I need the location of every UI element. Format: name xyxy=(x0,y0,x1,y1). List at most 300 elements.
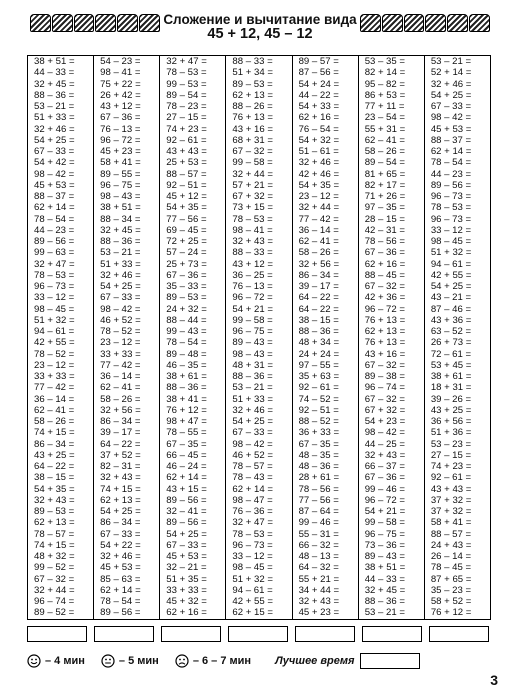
exercise-item: 82 – 31 = xyxy=(100,461,141,472)
exercise-item: 88 – 52 = xyxy=(298,416,339,427)
exercise-item: 55 + 31 = xyxy=(364,123,406,135)
exercise-item: 78 – 53 = xyxy=(232,213,273,225)
exercise-item: 43 + 16 = xyxy=(364,348,406,360)
exercise-item: 48 – 13 = xyxy=(298,551,339,562)
exercise-item: 76 + 12 = xyxy=(166,404,207,416)
exercise-item: 88 – 34 = xyxy=(100,213,141,225)
exercise-item: 23 – 12 = xyxy=(100,337,141,349)
exercise-item: 62 – 41 = xyxy=(34,404,75,416)
exercise-item: 53 + 45 = xyxy=(430,359,472,371)
exercise-item: 54 + 25 = xyxy=(100,506,141,517)
exercise-item: 51 + 32 = xyxy=(232,573,273,585)
time-box[interactable] xyxy=(362,626,422,642)
exercise-item: 32 + 44 = xyxy=(34,584,75,596)
exercise-item: 78 – 52 = xyxy=(34,348,75,360)
exercise-item: 98 – 47 = xyxy=(232,494,273,506)
exercise-item: 58 + 41 = xyxy=(100,157,141,169)
exercise-item: 53 – 23 = xyxy=(430,438,472,450)
exercise-item: 89 – 56 = xyxy=(166,494,207,506)
exercise-item: 89 – 54 = xyxy=(166,89,207,101)
exercise-item: 89 – 56 = xyxy=(100,607,141,619)
exercise-item: 32 + 44 = xyxy=(232,168,273,180)
exercise-item: 89 – 55 = xyxy=(100,168,141,180)
exercise-item: 32 + 45 = xyxy=(34,78,75,90)
exercise-item: 67 – 33 = xyxy=(166,539,207,551)
exercise-item: 45 + 53 = xyxy=(34,179,75,191)
exercise-item: 89 – 56 = xyxy=(166,517,207,529)
exercise-item: 43 + 12 = xyxy=(232,258,273,270)
exercise-item: 54 + 25 = xyxy=(430,281,472,292)
exercise-item: 88 – 44 = xyxy=(166,314,207,326)
legend xyxy=(27,653,489,669)
exercise-item: 43 – 21 = xyxy=(430,292,472,304)
exercise-item: 58 + 41 = xyxy=(430,517,472,529)
time-box[interactable] xyxy=(94,626,154,642)
exercise-item: 72 – 61 = xyxy=(430,348,472,360)
exercise-item: 62 + 14 = xyxy=(34,202,75,214)
exercise-item: 77 – 42 = xyxy=(298,213,339,225)
exercise-item: 39 – 17 = xyxy=(298,281,339,292)
exercise-item: 94 – 61 = xyxy=(34,326,75,337)
exercise-item: 99 – 58 = xyxy=(232,157,273,169)
legend-text: – 6 – 7 мин xyxy=(192,655,252,667)
title-line-1: Сложение и вычитание вида xyxy=(163,12,357,27)
exercise-item: 57 – 24 = xyxy=(166,247,207,259)
exercise-item: 24 + 43 = xyxy=(430,539,472,551)
exercise-item: 67 – 33 = xyxy=(100,292,141,304)
exercise-item: 97 – 35 = xyxy=(364,202,405,214)
exercise-item: 32 + 45 = xyxy=(100,224,141,236)
exercise-item: 76 + 12 = xyxy=(430,607,472,619)
exercise-item: 54 + 24 = xyxy=(298,78,340,90)
exercise-column xyxy=(94,56,160,619)
smile-icon xyxy=(27,654,41,668)
exercise-item: 55 – 31 = xyxy=(298,528,339,540)
exercise-item: 42 – 31 = xyxy=(364,224,405,236)
exercise-item: 43 + 16 = xyxy=(232,123,273,135)
legend-item-slow xyxy=(175,654,251,668)
exercise-item: 92 – 61 = xyxy=(166,134,207,146)
exercise-item: 98 – 42 = xyxy=(364,427,405,439)
exercise-item: 89 – 53 = xyxy=(232,78,273,90)
decorative-animals-border-right xyxy=(360,14,490,32)
exercise-item: 44 – 22 = xyxy=(298,89,339,101)
exercise-item: 95 – 82 = xyxy=(364,78,405,90)
exercise-item: 55 + 21 = xyxy=(298,573,340,585)
exercise-item: 62 – 41 = xyxy=(100,382,141,394)
title-line-2: 45 + 12, 45 – 12 xyxy=(207,26,313,42)
exercise-item: 88 – 36 = xyxy=(166,382,207,394)
exercise-item: 52 + 14 = xyxy=(430,67,472,79)
exercise-item: 43 + 15 = xyxy=(166,483,207,495)
exercise-item: 43 + 43 = xyxy=(430,483,472,495)
best-time-box[interactable] xyxy=(360,653,420,669)
exercise-item: 25 + 53 = xyxy=(166,157,207,169)
exercise-item: 38 + 61 = xyxy=(166,371,207,382)
exercise-item: 35 + 63 = xyxy=(298,371,340,382)
exercise-item: 96 – 73 = xyxy=(430,213,472,225)
exercise-item: 62 – 41 = xyxy=(364,134,405,146)
exercise-item: 76 – 13 = xyxy=(100,123,141,135)
exercise-item: 67 – 33 = xyxy=(100,528,141,540)
exercise-item: 98 – 43 = xyxy=(100,191,141,202)
exercise-item: 67 – 36 = xyxy=(364,247,405,259)
exercise-item: 81 + 65 = xyxy=(364,168,406,180)
exercise-item: 96 – 75 = xyxy=(100,179,141,191)
exercise-item: 96 – 74 = xyxy=(364,382,405,394)
exercise-item: 92 – 51 = xyxy=(166,179,207,191)
exercise-item: 53 – 21 = xyxy=(100,247,141,259)
exercise-item: 96 – 73 = xyxy=(34,281,75,292)
exercise-item: 96 – 72 = xyxy=(232,292,273,304)
exercise-item: 88 – 26 = xyxy=(232,101,273,112)
exercise-item: 98 – 42 = xyxy=(232,438,273,450)
sad-face-icon xyxy=(175,654,189,668)
exercise-item: 89 – 38 = xyxy=(364,371,405,382)
exercise-item: 98 – 41 = xyxy=(232,224,273,236)
time-box[interactable] xyxy=(27,626,87,642)
exercise-item: 43 + 43 = xyxy=(166,146,207,157)
exercise-item: 38 + 61 = xyxy=(430,371,472,382)
exercise-item: 51 + 32 = xyxy=(34,314,75,326)
exercise-item: 86 – 34 = xyxy=(100,517,141,529)
exercise-item: 74 + 15 = xyxy=(100,483,141,495)
exercise-item: 69 – 45 = xyxy=(166,224,207,236)
exercise-item: 99 – 46 = xyxy=(298,517,339,529)
time-box[interactable] xyxy=(295,626,355,642)
exercise-item: 94 – 61 = xyxy=(232,584,273,596)
exercise-item: 67 – 32 = xyxy=(232,146,273,157)
exercise-item: 67 – 35 = xyxy=(298,438,339,450)
exercise-item: 54 – 23 = xyxy=(100,56,141,67)
exercise-item: 38 – 15 = xyxy=(298,314,339,326)
exercise-item: 78 – 43 = xyxy=(232,472,273,484)
exercise-item: 74 + 23 = xyxy=(166,123,207,135)
exercise-item: 36 + 56 = xyxy=(430,416,472,427)
exercise-item: 33 – 12 = xyxy=(430,224,472,236)
exercise-item: 54 + 35 = xyxy=(166,202,207,214)
exercise-item: 96 – 74 = xyxy=(34,596,75,607)
worksheet-title xyxy=(160,12,360,42)
exercise-item: 88 – 36 = xyxy=(232,371,273,382)
legend-item-fast xyxy=(27,654,85,668)
exercise-item: 89 – 53 = xyxy=(166,292,207,304)
exercise-item: 18 + 31 = xyxy=(430,382,472,394)
exercise-item: 37 + 52 = xyxy=(100,449,141,461)
exercise-item: 58 – 26 = xyxy=(298,247,339,259)
exercise-item: 67 – 33 = xyxy=(430,101,472,112)
exercise-item: 96 – 72 = xyxy=(100,134,141,146)
exercise-item: 66 – 37 = xyxy=(364,461,405,472)
page-header xyxy=(0,0,520,50)
exercise-item: 62 + 16 = xyxy=(166,607,207,619)
exercise-item: 99 – 46 = xyxy=(364,483,405,495)
exercise-item: 88 – 36 = xyxy=(364,596,405,607)
exercise-item: 92 – 61 = xyxy=(298,382,339,394)
exercise-item: 99 – 58 = xyxy=(232,314,273,326)
exercise-item: 32 + 46 = xyxy=(430,78,472,90)
exercise-item: 89 – 54 = xyxy=(364,157,405,169)
exercise-item: 67 – 36 = xyxy=(364,472,405,484)
exercise-item: 62 + 14 = xyxy=(232,483,273,495)
exercise-item: 98 – 43 = xyxy=(232,348,273,360)
exercise-item: 42 + 36 = xyxy=(364,292,406,304)
exercise-item: 67 – 36 = xyxy=(100,112,141,124)
exercise-item: 33 – 12 = xyxy=(232,551,273,562)
exercise-item: 38 + 41 = xyxy=(166,393,207,405)
exercise-item: 67 + 32 = xyxy=(232,191,273,202)
exercise-item: 36 + 33 = xyxy=(298,427,340,439)
exercise-item: 32 + 43 = xyxy=(232,236,273,247)
exercise-item: 32 + 46 = xyxy=(34,123,75,135)
exercise-item: 54 + 32 = xyxy=(298,134,340,146)
time-boxes xyxy=(27,626,489,642)
exercise-item: 63 – 52 = xyxy=(430,326,472,337)
exercise-item: 89 – 57 = xyxy=(298,56,339,67)
exercise-item: 62 + 15 = xyxy=(232,607,273,619)
exercise-item: 53 – 35 = xyxy=(364,56,405,67)
decorative-animals-border-left xyxy=(30,14,160,32)
exercise-item: 45 + 53 = xyxy=(430,123,472,135)
exercise-item: 85 – 63 = xyxy=(100,573,141,585)
exercise-item: 62 + 14 = xyxy=(100,584,141,596)
exercise-item: 76 + 13 = xyxy=(364,337,406,349)
exercise-column xyxy=(160,56,226,619)
exercise-item: 89 – 53 = xyxy=(34,506,75,517)
time-box[interactable] xyxy=(228,626,288,642)
exercise-item: 62 + 13 = xyxy=(100,494,141,506)
exercise-item: 88 – 57 = xyxy=(166,168,207,180)
exercise-item: 78 – 57 = xyxy=(232,461,273,472)
exercise-item: 73 + 15 = xyxy=(232,202,273,214)
exercise-item: 45 + 23 = xyxy=(100,146,141,157)
exercise-item: 62 + 14 = xyxy=(430,146,472,157)
exercise-item: 98 – 42 = xyxy=(430,112,472,124)
exercise-item: 44 – 23 = xyxy=(430,168,472,180)
exercise-item: 54 + 25 = xyxy=(34,134,75,146)
exercise-item: 32 + 44 = xyxy=(298,202,340,214)
exercise-item: 96 – 72 = xyxy=(364,494,405,506)
exercise-item: 32 + 43 = xyxy=(298,596,340,607)
exercise-item: 89 – 43 = xyxy=(364,551,405,562)
page-number: 3 xyxy=(490,672,498,688)
exercise-item: 48 + 32 = xyxy=(34,551,75,562)
exercise-item: 96 – 73 = xyxy=(232,539,273,551)
exercise-item: 78 – 53 = xyxy=(34,269,75,281)
exercise-item: 38 + 51 = xyxy=(34,56,75,67)
exercise-item: 54 + 42 = xyxy=(34,157,75,169)
exercise-item: 32 + 46 = xyxy=(298,157,340,169)
time-box[interactable] xyxy=(429,626,489,642)
exercise-item: 62 + 13 = xyxy=(364,326,406,337)
exercise-item: 78 – 53 = xyxy=(430,202,472,214)
exercise-item: 48 + 34 = xyxy=(298,337,340,349)
exercise-item: 51 + 33 = xyxy=(232,393,273,405)
exercise-item: 92 – 51 = xyxy=(298,404,339,416)
exercise-item: 67 – 32 = xyxy=(364,281,405,292)
exercise-item: 32 + 56 = xyxy=(298,258,340,270)
exercise-item: 35 – 23 = xyxy=(430,584,472,596)
exercise-item: 48 + 31 = xyxy=(232,359,273,371)
exercise-item: 32 + 47 = xyxy=(232,517,273,529)
exercise-item: 45 + 53 = xyxy=(166,551,207,562)
exercise-item: 89 – 52 = xyxy=(34,607,75,619)
exercise-item: 78 – 45 = xyxy=(430,562,472,574)
exercise-column xyxy=(425,56,490,619)
exercise-item: 87 – 46 = xyxy=(430,303,472,315)
exercise-item: 32 – 21 = xyxy=(166,562,207,574)
exercise-item: 51 + 36 = xyxy=(430,427,472,439)
exercise-item: 64 – 32 = xyxy=(298,562,339,574)
exercise-item: 78 – 55 = xyxy=(166,427,207,439)
exercise-item: 64 – 22 = xyxy=(298,303,339,315)
exercise-item: 74 + 15 = xyxy=(34,427,75,439)
exercise-item: 99 – 53 = xyxy=(166,78,207,90)
legend-item-medium xyxy=(101,654,159,668)
exercise-item: 67 – 33 = xyxy=(232,427,273,439)
exercise-item: 88 – 37 = xyxy=(430,134,472,146)
exercise-item: 45 + 53 = xyxy=(100,562,141,574)
exercise-item: 92 – 61 = xyxy=(430,472,472,484)
exercise-item: 44 – 33 = xyxy=(34,67,75,79)
exercise-item: 57 + 21 = xyxy=(232,179,273,191)
exercise-item: 99 – 58 = xyxy=(364,517,405,529)
exercise-item: 78 – 54 = xyxy=(430,157,472,169)
exercise-item: 51 + 33 = xyxy=(34,112,75,124)
exercise-item: 51 + 33 = xyxy=(100,258,141,270)
exercise-item: 78 – 53 = xyxy=(232,528,273,540)
exercise-item: 26 + 42 = xyxy=(100,89,141,101)
exercise-item: 67 + 32 = xyxy=(364,404,406,416)
exercise-item: 99 – 43 = xyxy=(166,326,207,337)
exercise-item: 89 – 43 = xyxy=(232,337,273,349)
exercise-item: 68 + 31 = xyxy=(232,134,273,146)
exercise-item: 82 + 17 = xyxy=(364,179,406,191)
exercise-item: 32 + 46 = xyxy=(100,269,141,281)
exercise-item: 23 – 12 = xyxy=(298,191,339,202)
exercise-item: 44 – 25 = xyxy=(364,438,405,450)
exercise-item: 87 – 64 = xyxy=(298,506,339,517)
exercise-item: 32 + 43 = xyxy=(100,472,141,484)
exercise-item: 88 – 33 = xyxy=(232,56,273,67)
exercise-column xyxy=(226,56,292,619)
exercise-item: 58 + 52 = xyxy=(430,596,472,607)
exercise-item: 32 + 46 = xyxy=(100,551,141,562)
best-time-label: Лучшее время xyxy=(275,655,355,667)
exercise-item: 94 – 61 = xyxy=(430,258,472,270)
exercise-item: 32 + 56 = xyxy=(100,404,141,416)
exercise-item: 24 + 24 = xyxy=(298,348,340,360)
exercise-item: 67 – 36 = xyxy=(166,269,207,281)
exercise-item: 74 – 52 = xyxy=(298,393,339,405)
exercise-item: 46 + 52 = xyxy=(100,314,141,326)
exercise-item: 25 + 73 = xyxy=(166,258,207,270)
exercise-item: 86 – 34 = xyxy=(298,269,339,281)
exercise-item: 28 – 15 = xyxy=(364,213,405,225)
exercise-item: 86 – 34 = xyxy=(100,416,141,427)
exercise-item: 26 + 73 = xyxy=(430,337,472,349)
exercise-item: 88 – 33 = xyxy=(232,247,273,259)
exercise-item: 54 + 33 = xyxy=(298,101,340,112)
exercise-item: 78 – 54 = xyxy=(166,337,207,349)
exercise-item: 62 + 14 = xyxy=(166,472,207,484)
exercise-item: 98 – 45 = xyxy=(430,236,472,247)
exercise-item: 78 – 56 = xyxy=(298,483,339,495)
exercise-item: 98 – 42 = xyxy=(100,303,141,315)
exercise-item: 78 – 54 = xyxy=(100,596,141,607)
time-box[interactable] xyxy=(161,626,221,642)
exercise-item: 53 – 21 = xyxy=(430,56,472,67)
exercise-item: 62 + 16 = xyxy=(298,112,340,124)
exercise-item: 62 + 16 = xyxy=(364,258,406,270)
exercise-item: 77 – 42 = xyxy=(100,359,141,371)
exercise-item: 97 – 55 = xyxy=(298,359,339,371)
exercise-item: 38 + 51 = xyxy=(364,562,406,574)
exercise-item: 48 – 36 = xyxy=(298,461,339,472)
exercise-item: 88 – 37 = xyxy=(34,191,75,202)
exercise-item: 86 + 53 = xyxy=(364,89,406,101)
exercise-item: 45 + 12 = xyxy=(166,191,207,202)
exercise-item: 54 + 25 = xyxy=(430,89,472,101)
exercise-item: 76 – 54 = xyxy=(298,123,339,135)
exercise-item: 45 + 23 = xyxy=(298,607,340,619)
exercise-item: 75 + 22 = xyxy=(100,78,141,90)
exercise-item: 36 – 14 = xyxy=(34,393,75,405)
exercise-item: 66 – 32 = xyxy=(298,539,339,551)
exercise-column xyxy=(28,56,94,619)
exercise-item: 96 – 75 = xyxy=(364,528,405,540)
exercise-item: 62 – 41 = xyxy=(298,236,339,247)
exercise-item: 87 – 56 = xyxy=(298,67,339,79)
exercise-item: 38 – 15 = xyxy=(34,472,75,484)
exercise-item: 32 + 46 = xyxy=(232,404,273,416)
exercise-item: 32 + 45 = xyxy=(364,584,406,596)
exercise-item: 39 – 17 = xyxy=(100,427,141,439)
exercise-item: 33 + 33 = xyxy=(100,348,141,360)
exercise-item: 96 – 73 = xyxy=(430,191,472,202)
exercise-item: 53 – 21 = xyxy=(232,382,273,394)
exercise-item: 38 + 51 = xyxy=(100,202,141,214)
exercise-item: 67 – 35 = xyxy=(166,438,207,450)
exercise-item: 32 + 47 = xyxy=(166,56,207,67)
exercise-item: 76 + 13 = xyxy=(232,112,273,124)
exercise-item: 78 – 52 = xyxy=(100,326,141,337)
exercise-item: 54 + 25 = xyxy=(166,528,207,540)
exercise-item: 98 – 41 = xyxy=(100,67,141,79)
exercise-item: 37 + 32 = xyxy=(430,506,472,517)
exercise-item: 26 – 14 = xyxy=(430,551,472,562)
exercise-item: 76 – 13 = xyxy=(232,281,273,292)
exercise-item: 88 – 36 = xyxy=(34,89,75,101)
exercise-item: 53 – 21 = xyxy=(34,101,75,112)
exercise-item: 33 + 33 = xyxy=(166,584,207,596)
exercise-item: 67 – 32 = xyxy=(364,359,405,371)
exercise-item: 72 + 25 = xyxy=(166,236,207,247)
exercise-item: 54 + 21 = xyxy=(232,303,273,315)
exercise-item: 73 – 36 = xyxy=(364,539,405,551)
exercise-item: 44 – 33 = xyxy=(364,573,405,585)
exercise-item: 36 – 14 = xyxy=(100,371,141,382)
exercise-item: 24 + 32 = xyxy=(166,303,207,315)
exercise-item: 43 + 25 = xyxy=(34,449,75,461)
exercise-item: 62 + 13 = xyxy=(232,89,273,101)
exercise-item: 67 – 32 = xyxy=(34,573,75,585)
exercise-item: 96 – 72 = xyxy=(364,303,405,315)
exercise-item: 53 – 21 = xyxy=(364,607,405,619)
exercise-item: 66 – 45 = xyxy=(166,449,207,461)
exercise-item: 82 + 14 = xyxy=(364,67,406,79)
exercise-item: 42 + 55 = xyxy=(430,269,472,281)
